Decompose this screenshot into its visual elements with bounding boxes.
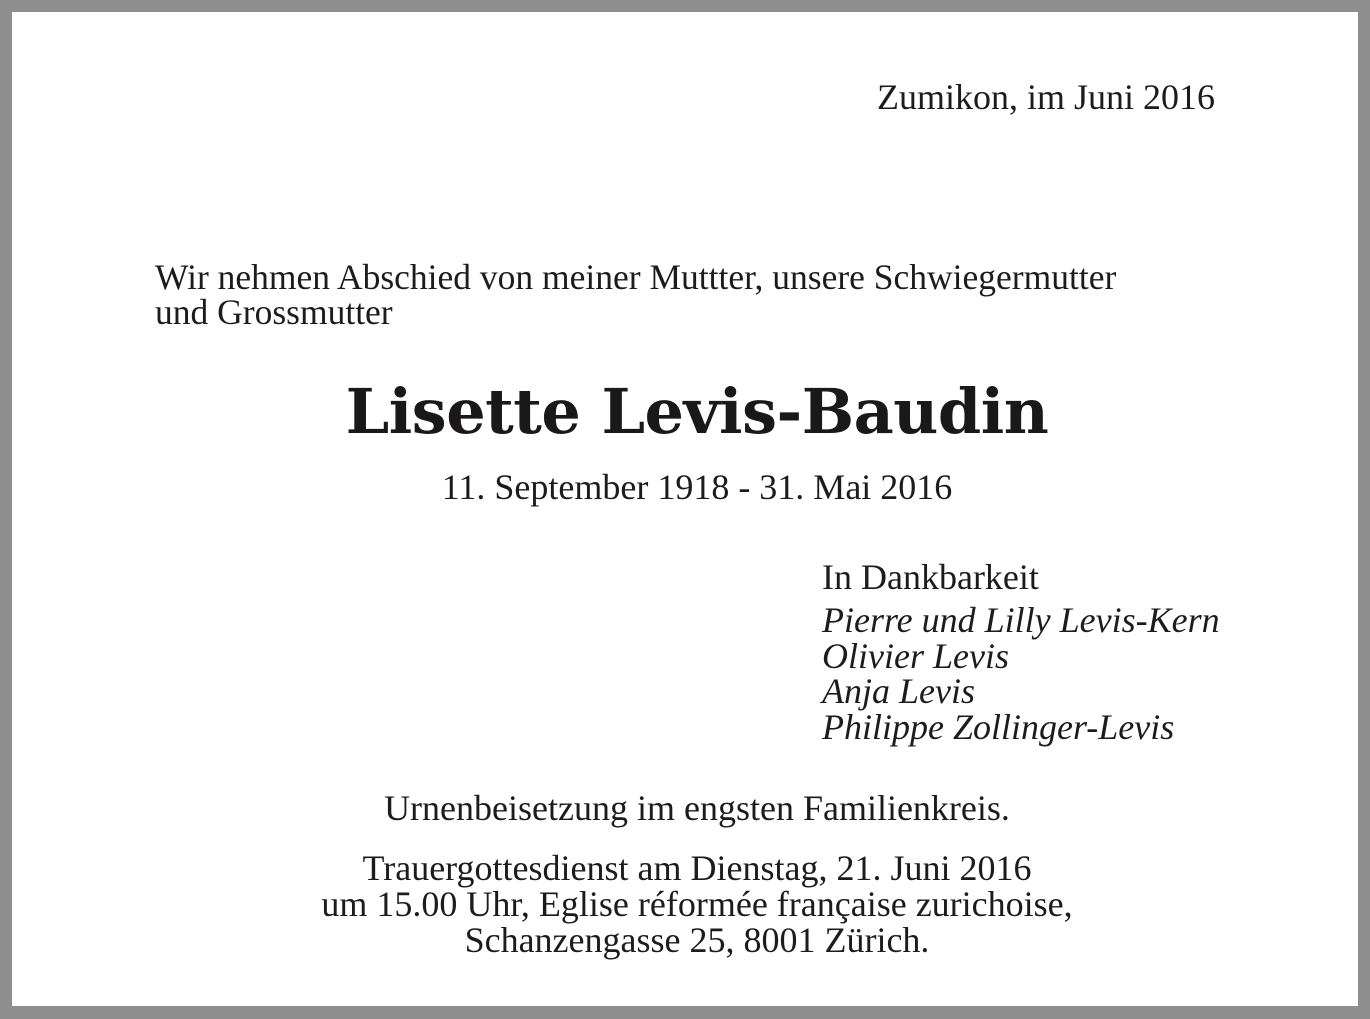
mourner-name: Olivier Levis [822,635,1009,676]
life-dates: 11. September 1918 - 31. Mai 2016 [441,467,953,507]
intro-text [155,257,1245,332]
service-line: um 15.00 Uhr, Eglise réformée française zurichoise, [321,884,1073,924]
mourner-name: Philippe Zollinger-Levis [822,706,1175,747]
burial-note: Urnenbeisetzung im engsten Familienkreis. [384,788,1010,828]
mourner-name: Pierre und Lilly Levis-Kern [822,600,1220,640]
intro-line: und Grossmutter [155,292,393,332]
service-details [12,850,1370,958]
service-line: Schanzengasse 25, 8001 Zürich. [464,920,930,960]
gratitude-line: In Dankbarkeit [822,557,1039,597]
mourner-name: Anja Levis [822,671,975,711]
deceased-name: Lisette Levis-Baudin [345,375,1049,448]
service-line: Trauergottesdienst am Dienstag, 21. Juni 2016 [362,848,1032,888]
mourners-block [822,557,1220,745]
intro-line: Wir nehmen Abschied von meiner Muttter, unsere Schwiegermutter [155,257,1117,297]
place-date: Zumikon, im Juni 2016 [876,77,1215,117]
